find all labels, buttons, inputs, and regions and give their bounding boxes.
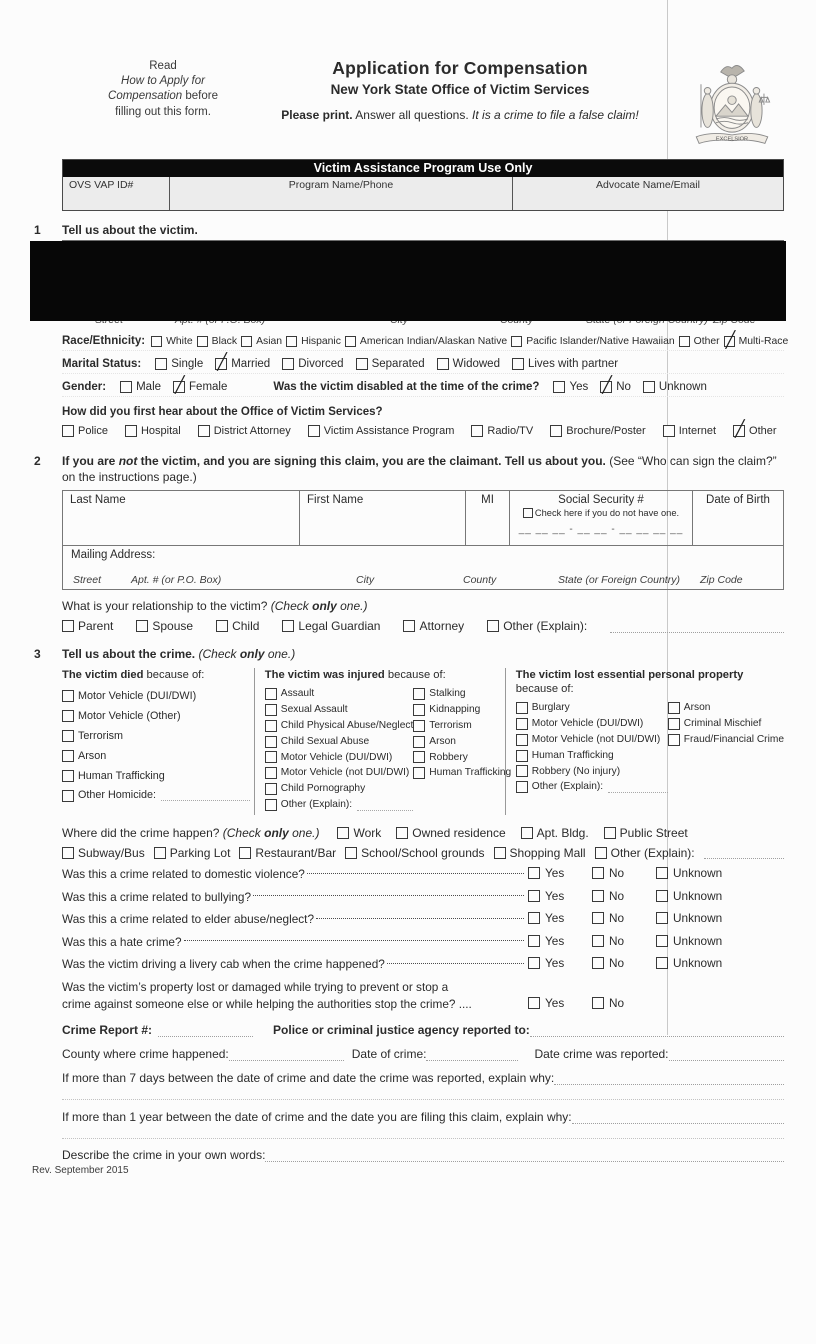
checkbox-box xyxy=(136,620,148,632)
vap-use-only-table xyxy=(62,159,784,211)
checkbox-hear-radio-tv[interactable]: Radio/TV xyxy=(471,425,533,437)
checkbox-race-american-indian[interactable]: American Indian/Alaskan Native xyxy=(345,336,507,347)
checkbox-box xyxy=(413,736,425,748)
checkbox-box xyxy=(604,827,616,839)
checkbox-where-public-street[interactable]: Public Street xyxy=(604,826,688,840)
checkbox-injured-arson[interactable]: Arson xyxy=(413,736,456,748)
date-of-crime-label: Date of crime: xyxy=(351,1047,427,1062)
read-note-line: filling out this form. xyxy=(115,105,211,118)
checkbox-hate-yes[interactable]: Yes xyxy=(528,934,564,948)
checkbox-injured-other[interactable]: Other (Explain): xyxy=(265,799,352,811)
checkbox-where-apt-bldg[interactable]: Apt. Bldg. xyxy=(521,826,589,840)
checkbox-box xyxy=(528,935,540,947)
checkbox-marital-married[interactable]: ╱ Married xyxy=(215,358,270,370)
question-hate-crime: Was this a hate crime? Yes No Unknown xyxy=(62,933,723,949)
relationship-question: What is your relationship to the victim? (Check only one.) xyxy=(62,599,368,614)
checkbox-injured-mv-not-dui[interactable]: Motor Vehicle (not DUI/DWI) xyxy=(265,767,410,779)
checkbox-elder-unknown[interactable]: Unknown xyxy=(656,911,722,925)
ny-state-seal xyxy=(680,56,784,150)
claimant-mi-field[interactable]: MI xyxy=(466,491,510,545)
dotted-leader xyxy=(316,917,524,919)
marital-label: Marital Status: xyxy=(62,358,142,370)
checkbox-box xyxy=(528,957,540,969)
checkbox-box xyxy=(550,425,562,437)
checkbox-box xyxy=(656,935,668,947)
checkbox-died-mv-other[interactable]: Motor Vehicle (Other) xyxy=(62,710,181,722)
checkbox-rel-other[interactable]: Other (Explain): xyxy=(487,619,587,633)
dotted-leader xyxy=(253,894,524,896)
checkbox-box xyxy=(239,847,251,859)
checkbox-elder-no[interactable]: No xyxy=(592,911,624,925)
county-date-row xyxy=(62,1047,784,1061)
checkbox-box xyxy=(62,847,74,859)
checkbox-box xyxy=(437,358,449,370)
checkbox-race-hispanic[interactable]: Hispanic xyxy=(286,336,341,347)
claimant-dob-field[interactable]: Date of Birth xyxy=(706,494,770,507)
where-crime-row2 xyxy=(62,846,784,860)
checkbox-box xyxy=(528,912,540,924)
checkbox-box xyxy=(197,336,208,347)
crime-report-number-field[interactable] xyxy=(158,1024,253,1037)
explain-1year-field[interactable] xyxy=(572,1111,784,1124)
checkbox-box xyxy=(516,734,528,746)
checkbox-disabled-unknown[interactable]: Unknown xyxy=(643,381,707,393)
checkbox-hate-no[interactable]: No xyxy=(592,934,624,948)
checkbox-box xyxy=(62,425,74,437)
checkbox-box xyxy=(265,688,277,700)
checkbox-box xyxy=(413,767,425,779)
checkbox-box xyxy=(592,890,604,902)
checkbox-box xyxy=(528,890,540,902)
form-subtitle: New York State Office of Victim Services xyxy=(330,82,590,97)
title-block xyxy=(240,56,680,150)
checkbox-livery-no[interactable]: No xyxy=(592,956,624,970)
checkbox-died-human-trafficking[interactable]: Human Trafficking xyxy=(62,770,165,782)
checkbox-gender-female[interactable]: ╱ Female xyxy=(173,381,227,393)
checkbox-hear-other[interactable]: ╱ Other xyxy=(733,425,777,437)
checkbox-box xyxy=(345,336,356,347)
checkbox-box xyxy=(656,867,668,879)
read-note-line: Read xyxy=(149,60,177,72)
checkbox-box xyxy=(516,718,528,730)
checkbox-where-owned-residence[interactable]: Owned residence xyxy=(396,826,505,840)
question-livery-cab: Was the victim driving a livery cab when the crime happened? Yes No Unknown xyxy=(62,956,723,972)
agency-field[interactable] xyxy=(530,1024,784,1037)
checkbox-box xyxy=(592,867,604,879)
checkbox-box xyxy=(265,799,277,811)
checkbox-box xyxy=(216,620,228,632)
read-note-line: Compensation before xyxy=(108,90,218,103)
checkbox-box xyxy=(62,730,74,742)
checkbox-dv-yes[interactable]: Yes xyxy=(528,866,564,880)
checkbox-box xyxy=(151,336,162,347)
checkbox-box xyxy=(396,827,408,839)
question-property-lost-line1: Was the victim’s property lost or damaged while trying to prevent or stop a xyxy=(62,980,449,995)
where-crime-row1 xyxy=(62,826,784,840)
checkbox-hear-police[interactable]: Police xyxy=(62,425,108,437)
dotted-leader xyxy=(184,939,524,941)
question-bullying: Was this a crime related to bullying? Yes No Unknown xyxy=(62,888,723,904)
section2-heading: 2 If you are not the victim, and you are signing this claim, you are the claimant. Tell us about you. (See “Who can sign the claim?” on the instructions page.) xyxy=(34,454,777,485)
form-instructions: Please print. Answer all questions. It is a crime to file a false claim! xyxy=(281,108,639,122)
checkbox-prop-fraud-financial[interactable]: Fraud/Financial Crime xyxy=(668,734,784,746)
checkbox-rel-parent[interactable]: Parent xyxy=(62,619,113,633)
checkbox-box xyxy=(656,957,668,969)
checkbox-box xyxy=(282,620,294,632)
checkbox-injured-sexual-assault[interactable]: Sexual Assault xyxy=(265,704,348,716)
checkbox-prop-arson[interactable]: Arson xyxy=(668,702,711,714)
checkbox-rel-legal-guardian[interactable]: Legal Guardian xyxy=(282,619,380,633)
checkbox-box xyxy=(528,997,540,1009)
checkbox-box xyxy=(487,620,499,632)
checkbox-prop-burglary[interactable]: Burglary xyxy=(516,702,570,714)
dotted-leader xyxy=(307,872,524,874)
checkbox-hate-unknown[interactable]: Unknown xyxy=(656,934,722,948)
race-ethnicity-row xyxy=(62,335,789,351)
explain-1year-field-line2[interactable] xyxy=(62,1124,784,1139)
county-label: County where crime happened: xyxy=(62,1047,229,1062)
checkbox-prop-mv-not-dui[interactable]: Motor Vehicle (not DUI/DWI) xyxy=(516,734,661,746)
checkbox-no-ssn[interactable] xyxy=(523,508,533,518)
checkbox-injured-terrorism[interactable]: Terrorism xyxy=(413,720,471,732)
ovs-vap-id-field[interactable]: OVS VAP ID# xyxy=(63,177,170,210)
checkbox-where-school[interactable]: School/School grounds xyxy=(345,846,484,860)
relationship-other-explain-field[interactable] xyxy=(610,620,784,633)
checkbox-box xyxy=(198,425,210,437)
checkbox-box xyxy=(516,702,528,714)
checkbox-box xyxy=(553,381,565,393)
checkbox-dv-unknown[interactable]: Unknown xyxy=(656,866,722,880)
checkbox-hear-internet[interactable]: Internet xyxy=(663,425,716,437)
checkbox-disabled-no[interactable]: ╱ No xyxy=(600,381,631,393)
checkbox-box xyxy=(62,790,74,802)
relationship-options-row xyxy=(62,619,784,633)
checkbox-box xyxy=(62,770,74,782)
checkbox-livery-yes[interactable]: Yes xyxy=(528,956,564,970)
where-other-explain-field[interactable] xyxy=(704,846,784,859)
checkbox-marital-single[interactable]: Single xyxy=(155,358,203,370)
section3-number: 3 xyxy=(34,647,41,662)
checkbox-box xyxy=(265,751,277,763)
checkbox-race-asian[interactable]: Asian xyxy=(241,336,282,347)
checkbox-race-white[interactable]: White xyxy=(151,336,193,347)
checkbox-box xyxy=(528,867,540,879)
program-name-phone-field[interactable]: Program Name/Phone xyxy=(170,177,513,210)
crime-type-columns xyxy=(62,668,784,814)
vap-bar-title: Victim Assistance Program Use Only xyxy=(63,160,783,177)
hear-options-row xyxy=(62,425,784,440)
explain-7days-field[interactable] xyxy=(554,1072,784,1085)
checkbox-died-terrorism[interactable]: Terrorism xyxy=(62,730,123,742)
checkbox-box xyxy=(120,381,132,393)
describe-crime-row: Describe the crime in your own words: xyxy=(62,1148,784,1162)
checkbox-box xyxy=(663,425,675,437)
checkbox-race-multi-race[interactable]: ╱ Multi-Race xyxy=(724,336,789,347)
section1-number: 1 xyxy=(34,223,41,237)
checkbox-where-parking-lot[interactable]: Parking Lot xyxy=(154,846,231,860)
checkbox-box xyxy=(265,783,277,795)
checkbox-injured-mv-dui[interactable]: Motor Vehicle (DUI/DWI) xyxy=(265,751,393,763)
checkbox-box xyxy=(154,847,166,859)
checkbox-box xyxy=(62,620,74,632)
checkbox-livery-unknown[interactable]: Unknown xyxy=(656,956,722,970)
claimant-mailing-address-field[interactable]: Mailing Address: Street Apt. # (or P.O. Box) City County State (or Foreign Country) Zip Code xyxy=(63,545,783,589)
checkbox-box xyxy=(265,767,277,779)
checkbox-where-work[interactable]: Work xyxy=(337,826,381,840)
checkbox-box xyxy=(241,336,252,347)
describe-crime-field[interactable] xyxy=(265,1149,784,1162)
checkbox-injured-child-sexual-abuse[interactable]: Child Sexual Abuse xyxy=(265,736,369,748)
crime-report-label: Crime Report #: xyxy=(62,1023,153,1038)
checkbox-injured-stalking[interactable]: Stalking xyxy=(413,688,465,700)
checkbox-where-restaurant-bar[interactable]: Restaurant/Bar xyxy=(239,846,336,860)
checkbox-prop-criminal-mischief[interactable]: Criminal Mischief xyxy=(668,718,762,730)
checkbox-box xyxy=(265,720,277,732)
checkbox-box xyxy=(494,847,506,859)
checkbox-box xyxy=(337,827,349,839)
checkbox-marital-separated[interactable]: Separated xyxy=(356,358,425,370)
checkbox-box xyxy=(62,750,74,762)
checkbox-box xyxy=(516,781,528,793)
checkbox-injured-robbery[interactable]: Robbery xyxy=(413,751,468,763)
checkbox-box xyxy=(643,381,655,393)
checkbox-dv-no[interactable]: No xyxy=(592,866,624,880)
gender-disabled-row xyxy=(62,381,784,397)
redacted-victim-info xyxy=(30,241,786,321)
checkbox-box xyxy=(512,358,524,370)
checkbox-box xyxy=(521,827,533,839)
checkbox-bullying-yes[interactable]: Yes xyxy=(528,889,564,903)
claimant-last-name-field[interactable]: Last Name xyxy=(63,491,300,545)
checkbox-box xyxy=(724,336,735,347)
checkbox-injured-kidnapping[interactable]: Kidnapping xyxy=(413,704,480,716)
checkbox-hear-brochure-poster[interactable]: Brochure/Poster xyxy=(550,425,645,437)
checkbox-where-other[interactable]: Other (Explain): xyxy=(595,846,695,860)
county-field[interactable] xyxy=(229,1048,344,1061)
checkbox-box xyxy=(413,751,425,763)
crime-report-row xyxy=(62,1023,784,1037)
checkbox-box xyxy=(592,912,604,924)
checkbox-box xyxy=(286,336,297,347)
checkbox-property-yes[interactable]: Yes xyxy=(528,996,564,1010)
checkbox-hear-victim-assistance-program[interactable]: Victim Assistance Program xyxy=(308,425,455,437)
checkbox-box xyxy=(668,702,680,714)
checkbox-box xyxy=(413,688,425,700)
form-header xyxy=(62,56,784,150)
date-of-crime-field[interactable] xyxy=(426,1048,518,1061)
section1-heading: 1 Tell us about the victim. xyxy=(62,223,784,241)
claimant-table xyxy=(62,490,784,590)
victim-injured-column: The victim was injured because of: Assault Sexual Assault Child Physical Abuse/Neglect Child Sexual Abuse Motor Vehicle (DUI/DWI) Motor Vehicle (not DUI/DWI) Child Pornography Other (Explain): Stalking Kidnapping Terrorism Arson Robbery Human Trafficking xyxy=(254,668,506,814)
hear-question: How did you first hear about the Office of Victim Services? xyxy=(62,406,383,418)
checkbox-injured-assault[interactable]: Assault xyxy=(265,688,314,700)
checkbox-disabled-yes[interactable]: Yes xyxy=(553,381,588,393)
other-homicide-field[interactable] xyxy=(161,789,250,801)
checkbox-box xyxy=(511,336,522,347)
checkbox-died-arson[interactable]: Arson xyxy=(62,750,106,762)
checkbox-box xyxy=(600,381,612,393)
section2-number: 2 xyxy=(34,454,41,468)
checkbox-died-other-homicide[interactable]: Other Homicide: xyxy=(62,789,156,801)
read-note-line: How to Apply for xyxy=(121,75,205,88)
checkbox-box xyxy=(345,847,357,859)
checkbox-box xyxy=(413,720,425,732)
marital-status-row xyxy=(62,358,784,374)
checkbox-box xyxy=(403,620,415,632)
checkbox-gender-male[interactable]: Male xyxy=(120,381,161,393)
checkbox-rel-child[interactable]: Child xyxy=(216,619,259,633)
agency-label: Police or criminal justice agency reported to: xyxy=(273,1023,530,1038)
claimant-first-name-field[interactable]: First Name xyxy=(300,491,466,545)
checkbox-box xyxy=(516,765,528,777)
claimant-ssn-field[interactable]: Social Security # Check here if you do not have one. __ __ __ - __ __ - __ __ __ __ xyxy=(510,491,693,545)
checkbox-prop-robbery-no-injury[interactable]: Robbery (No injury) xyxy=(516,765,620,777)
read-note xyxy=(86,56,240,150)
checkbox-box xyxy=(215,358,227,370)
checkbox-box xyxy=(679,336,690,347)
checkbox-box xyxy=(471,425,483,437)
checkbox-property-no[interactable]: No xyxy=(592,996,624,1010)
revision-date: Rev. September 2015 xyxy=(32,1165,129,1177)
checkbox-box xyxy=(592,957,604,969)
victim-died-column: The victim died because of: Motor Vehicle (DUI/DWI) Motor Vehicle (Other) Terrorism Arson Human Trafficking Other Homicide: xyxy=(62,668,254,814)
victim-property-column: The victim lost essential personal property because of: Burglary Motor Vehicle (DUI/DWI) Motor Vehicle (not DUI/DWI) Human Trafficking Robbery (No injury) Other (Explain): Arson Criminal Mischief Fraud/Financial Crime xyxy=(515,669,784,793)
question-property-lost-line2: crime against someone else or while helping the authorities stop the crime? .... Yes No xyxy=(62,996,625,1012)
checkbox-box xyxy=(62,710,74,722)
checkbox-race-black[interactable]: Black xyxy=(197,336,237,347)
explain-7days-row: If more than 7 days between the date of crime and date the crime was reported, explain why: xyxy=(62,1071,784,1085)
checkbox-rel-attorney[interactable]: Attorney xyxy=(403,619,464,633)
gender-label: Gender: xyxy=(62,381,107,393)
checkbox-marital-lives-with-partner[interactable]: Lives with partner xyxy=(512,358,618,370)
checkbox-elder-yes[interactable]: Yes xyxy=(528,911,564,925)
checkbox-bullying-no[interactable]: No xyxy=(592,889,624,903)
checkbox-prop-other[interactable]: Other (Explain): xyxy=(516,781,603,793)
checkbox-where-subway-bus[interactable]: Subway/Bus xyxy=(62,846,145,860)
checkbox-box xyxy=(595,847,607,859)
checkbox-box xyxy=(356,358,368,370)
checkbox-hear-district-attorney[interactable]: District Attorney xyxy=(198,425,291,437)
checkbox-box xyxy=(592,935,604,947)
checkbox-rel-spouse[interactable]: Spouse xyxy=(136,619,193,633)
checkbox-race-other[interactable]: Other xyxy=(679,336,720,347)
form-title: Application for Compensation xyxy=(332,58,588,78)
section3-heading: 3 Tell us about the crime. (Check only one.) xyxy=(34,647,296,662)
checkbox-race-pacific-islander[interactable]: Pacific Islander/Native Hawaiian xyxy=(511,336,674,347)
checkbox-box xyxy=(173,381,185,393)
checkbox-prop-human-trafficking[interactable]: Human Trafficking xyxy=(516,750,614,762)
checkbox-where-shopping-mall[interactable]: Shopping Mall xyxy=(494,846,586,860)
checkbox-box xyxy=(265,704,277,716)
checkbox-box xyxy=(733,425,745,437)
checkbox-marital-widowed[interactable]: Widowed xyxy=(437,358,500,370)
property-other-explain-field[interactable] xyxy=(608,781,668,793)
checkbox-box xyxy=(656,890,668,902)
advocate-name-email-field[interactable]: Advocate Name/Email xyxy=(596,179,700,191)
where-question: Where did the crime happen? (Check only one.) xyxy=(62,825,320,840)
checkbox-box xyxy=(265,736,277,748)
date-reported-label: Date crime was reported: xyxy=(534,1047,669,1062)
checkbox-hear-hospital[interactable]: Hospital xyxy=(125,425,181,437)
explain-1year-row: If more than 1 year between the date of crime and the date you are filing this claim, explain why: xyxy=(62,1110,784,1124)
question-elder-abuse: Was this a crime related to elder abuse/neglect? Yes No Unknown xyxy=(62,911,723,927)
checkbox-box xyxy=(656,912,668,924)
checkbox-injured-child-pornography[interactable]: Child Pornography xyxy=(265,783,365,795)
checkbox-box xyxy=(413,704,425,716)
disabled-question: Was the victim disabled at the time of the crime? xyxy=(273,381,540,393)
question-domestic-violence: Was this a crime related to domestic violence? Yes No Unknown xyxy=(62,866,723,882)
checkbox-prop-mv-dui[interactable]: Motor Vehicle (DUI/DWI) xyxy=(516,718,644,730)
checkbox-box xyxy=(155,358,167,370)
checkbox-box xyxy=(125,425,137,437)
checkbox-box xyxy=(282,358,294,370)
seal-motto: EXCELSIOR xyxy=(715,136,749,143)
date-reported-field[interactable] xyxy=(669,1048,784,1061)
checkbox-box xyxy=(62,690,74,702)
ssn-blanks: __ __ __ - __ __ - __ __ __ __ xyxy=(518,524,684,536)
injured-other-explain-field[interactable] xyxy=(357,799,413,811)
checkbox-box xyxy=(668,734,680,746)
explain-7days-field-line2[interactable] xyxy=(62,1085,784,1100)
checkbox-injured-child-physical-abuse[interactable]: Child Physical Abuse/Neglect xyxy=(265,720,414,732)
checkbox-box xyxy=(668,718,680,730)
checkbox-marital-divorced[interactable]: Divorced xyxy=(282,358,343,370)
checkbox-box xyxy=(516,750,528,762)
checkbox-box xyxy=(592,997,604,1009)
race-label: Race/Ethnicity: xyxy=(62,335,146,347)
checkbox-bullying-unknown[interactable]: Unknown xyxy=(656,889,722,903)
checkbox-box xyxy=(308,425,320,437)
dotted-leader xyxy=(387,962,524,964)
checkbox-injured-human-trafficking[interactable]: Human Trafficking xyxy=(413,767,511,779)
checkbox-died-mv-dui[interactable]: Motor Vehicle (DUI/DWI) xyxy=(62,690,196,702)
